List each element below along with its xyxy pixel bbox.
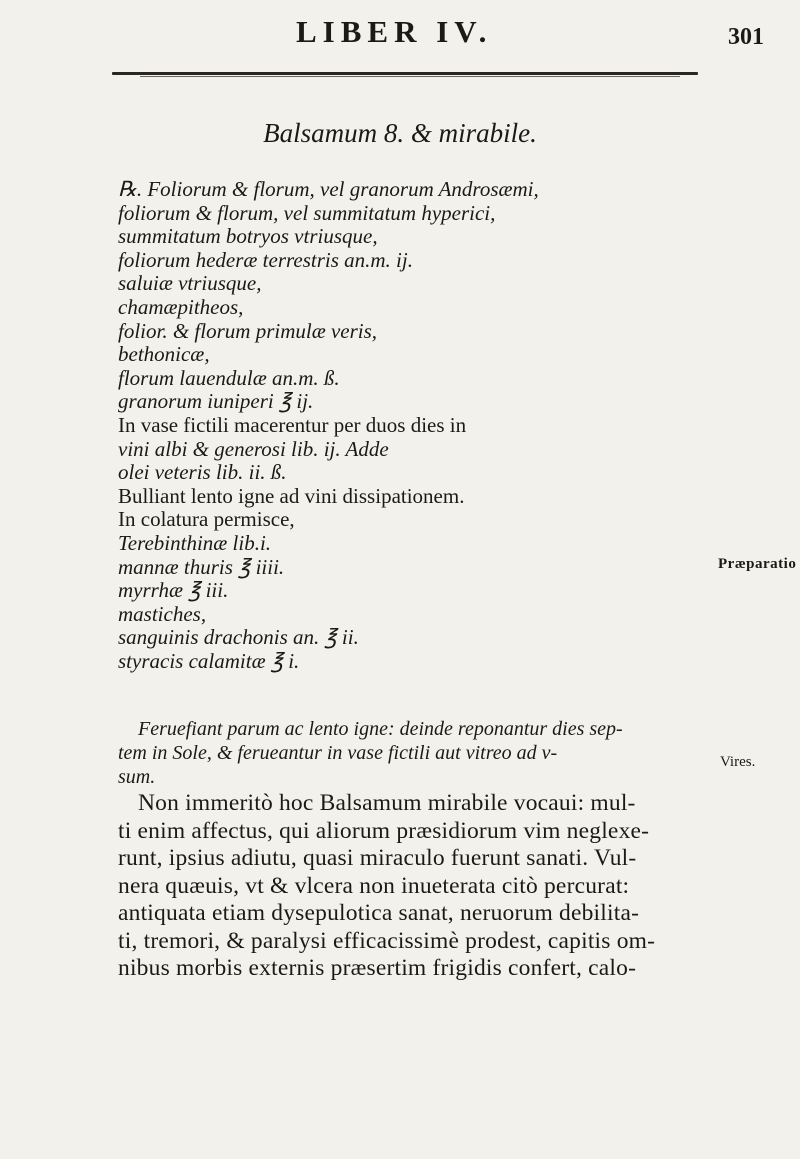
commentary-paragraph [118, 790, 718, 983]
instruction-line: Feruefiant parum ac lento igne: deinde reponantur dies sep- [138, 718, 623, 740]
recipe-line: Bulliant lento igne ad vini dissipationem. [118, 483, 465, 508]
instruction-line: tem in Sole, & ferueantur in vase fictili aut vitreo ad v- [118, 742, 558, 764]
instruction-line: sum. [118, 766, 156, 788]
running-title: LIBER IV. [296, 14, 493, 49]
margin-note-preparatio: Præparatio [718, 556, 797, 572]
recipe-line: mastiches, [118, 601, 207, 626]
recipe-line: myrrhæ ℥ iii. [118, 578, 229, 603]
recipe-line: Terebinthinæ lib.i. [118, 530, 272, 555]
recipe-block [118, 178, 778, 673]
recipe-line: granorum iuniperi ℥ ij. [118, 389, 314, 414]
page-number: 301 [728, 24, 764, 50]
recipe-line: mannæ thuris ℥ iiii. [118, 554, 285, 579]
recipe-line: summitatum botryos vtriusque, [118, 224, 378, 249]
recipe-line: In colatura permisce, [118, 507, 295, 532]
recipe-line: bethonicæ, [118, 342, 210, 367]
margin-note-vires: Vires. [720, 754, 756, 770]
recipe-line: folior. & florum primulæ veris, [118, 318, 378, 343]
recipe-line: florum lauendulæ an.m. ß. [118, 365, 340, 390]
prose-line: Non immeritò hoc Balsamum mirabile vocaui: mul- [138, 790, 636, 816]
header-rule [112, 72, 698, 75]
prose-line: ti, tremori, & paralysi efficacissimè prodest, capitis om- [118, 927, 656, 954]
instruction-block [118, 717, 708, 789]
recipe-line: foliorum & florum, vel summitatum hyperici, [118, 200, 496, 225]
recipe-line: In vase fictili macerentur per duos dies in [118, 412, 467, 437]
recipe-line: styracis calamitæ ℥ i. [118, 648, 300, 673]
prose-line: runt, ipsius adiutu, quasi miraculo fuerunt sanati. Vul- [118, 845, 637, 871]
recipe-line: sanguinis drachonis an. ℥ ii. [118, 625, 359, 650]
recipe-line: ℞. Foliorum & florum, vel granorum Androsæmi, [118, 177, 539, 201]
prose-line: antiquata etiam dysepulotica sanat, neruorum debilita- [118, 900, 640, 926]
prose-line: nera quæuis, vt & vlcera non inueterata citò percurat: [118, 872, 630, 899]
running-head [0, 14, 800, 54]
section-title: Balsamum 8. & mirabile. [263, 118, 537, 148]
prose-line: ti enim affectus, qui aliorum præsidiorum vim neglexe- [118, 817, 650, 844]
recipe-line: chamæpitheos, [118, 294, 244, 319]
recipe-line: olei veteris lib. ii. ß. [118, 460, 287, 485]
recipe-line: foliorum hederæ terrestris an.m. ij. [118, 247, 413, 272]
recipe-line: vini albi & generosi lib. ij. Adde [118, 436, 389, 461]
header-rule-thin [140, 76, 680, 77]
recipe-line: saluiæ vtriusque, [118, 271, 262, 296]
prose-line: nibus morbis externis præsertim frigidis confert, calo- [118, 955, 637, 981]
